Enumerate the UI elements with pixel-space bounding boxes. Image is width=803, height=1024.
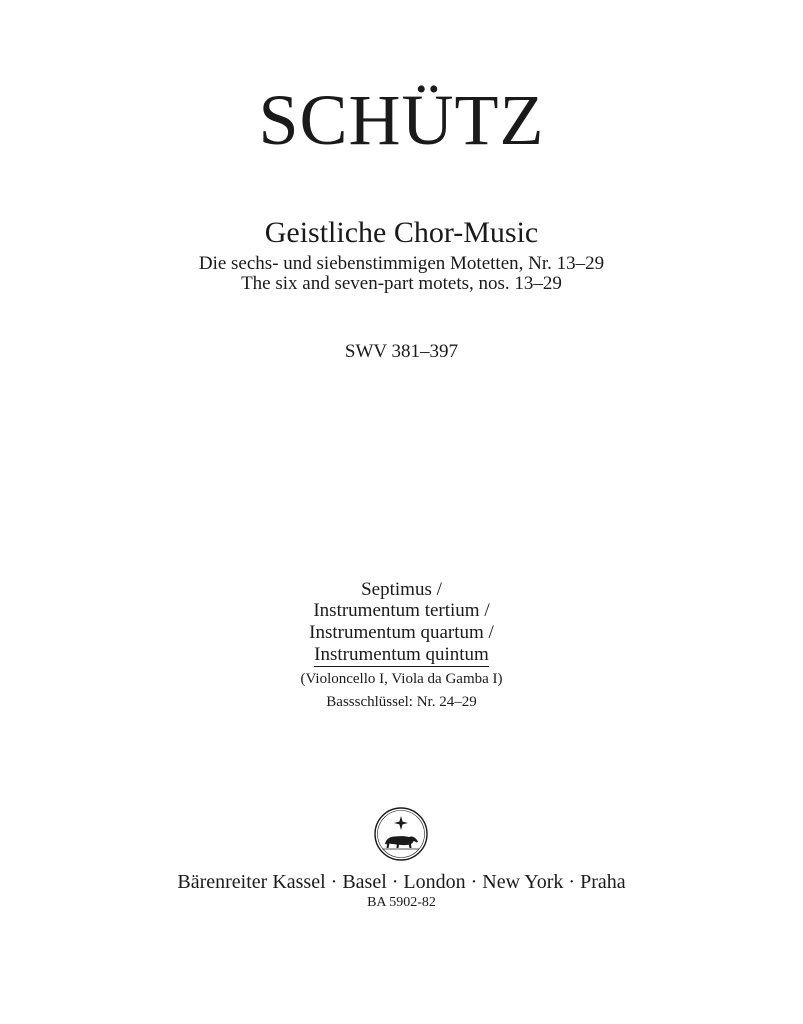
composer-name: SCHÜTZ bbox=[258, 80, 545, 160]
subtitle-german: Die sechs- und siebenstimmigen Motetten, Nr. 13–29 bbox=[198, 253, 605, 274]
clef-note: Bassschlüssel: Nr. 24–29 bbox=[326, 694, 477, 710]
instrument-note: (Violoncello I, Viola da Gamba I) bbox=[300, 671, 503, 687]
subtitle-english: The six and seven-part motets, nos. 13–29 bbox=[241, 273, 562, 294]
part-name-instrumentum-tertium: Instrumentum tertium / bbox=[313, 600, 490, 621]
part-name-septimus: Septimus / bbox=[361, 579, 442, 600]
publisher-line: Bärenreiter Kassel · Basel · London · New York · Praha bbox=[177, 871, 626, 893]
catalog-number: SWV 381–397 bbox=[344, 341, 459, 362]
order-number: BA 5902-82 bbox=[367, 895, 436, 910]
part-name-instrumentum-quartum: Instrumentum quartum / bbox=[309, 622, 494, 643]
baerenreiter-bear-logo-icon bbox=[373, 806, 429, 862]
part-name-instrumentum-quintum bbox=[0, 645, 803, 667]
part-name-instrumentum-quintum-text: Instrumentum quintum bbox=[314, 644, 489, 665]
work-title: Geistliche Chor-Music bbox=[264, 216, 539, 249]
